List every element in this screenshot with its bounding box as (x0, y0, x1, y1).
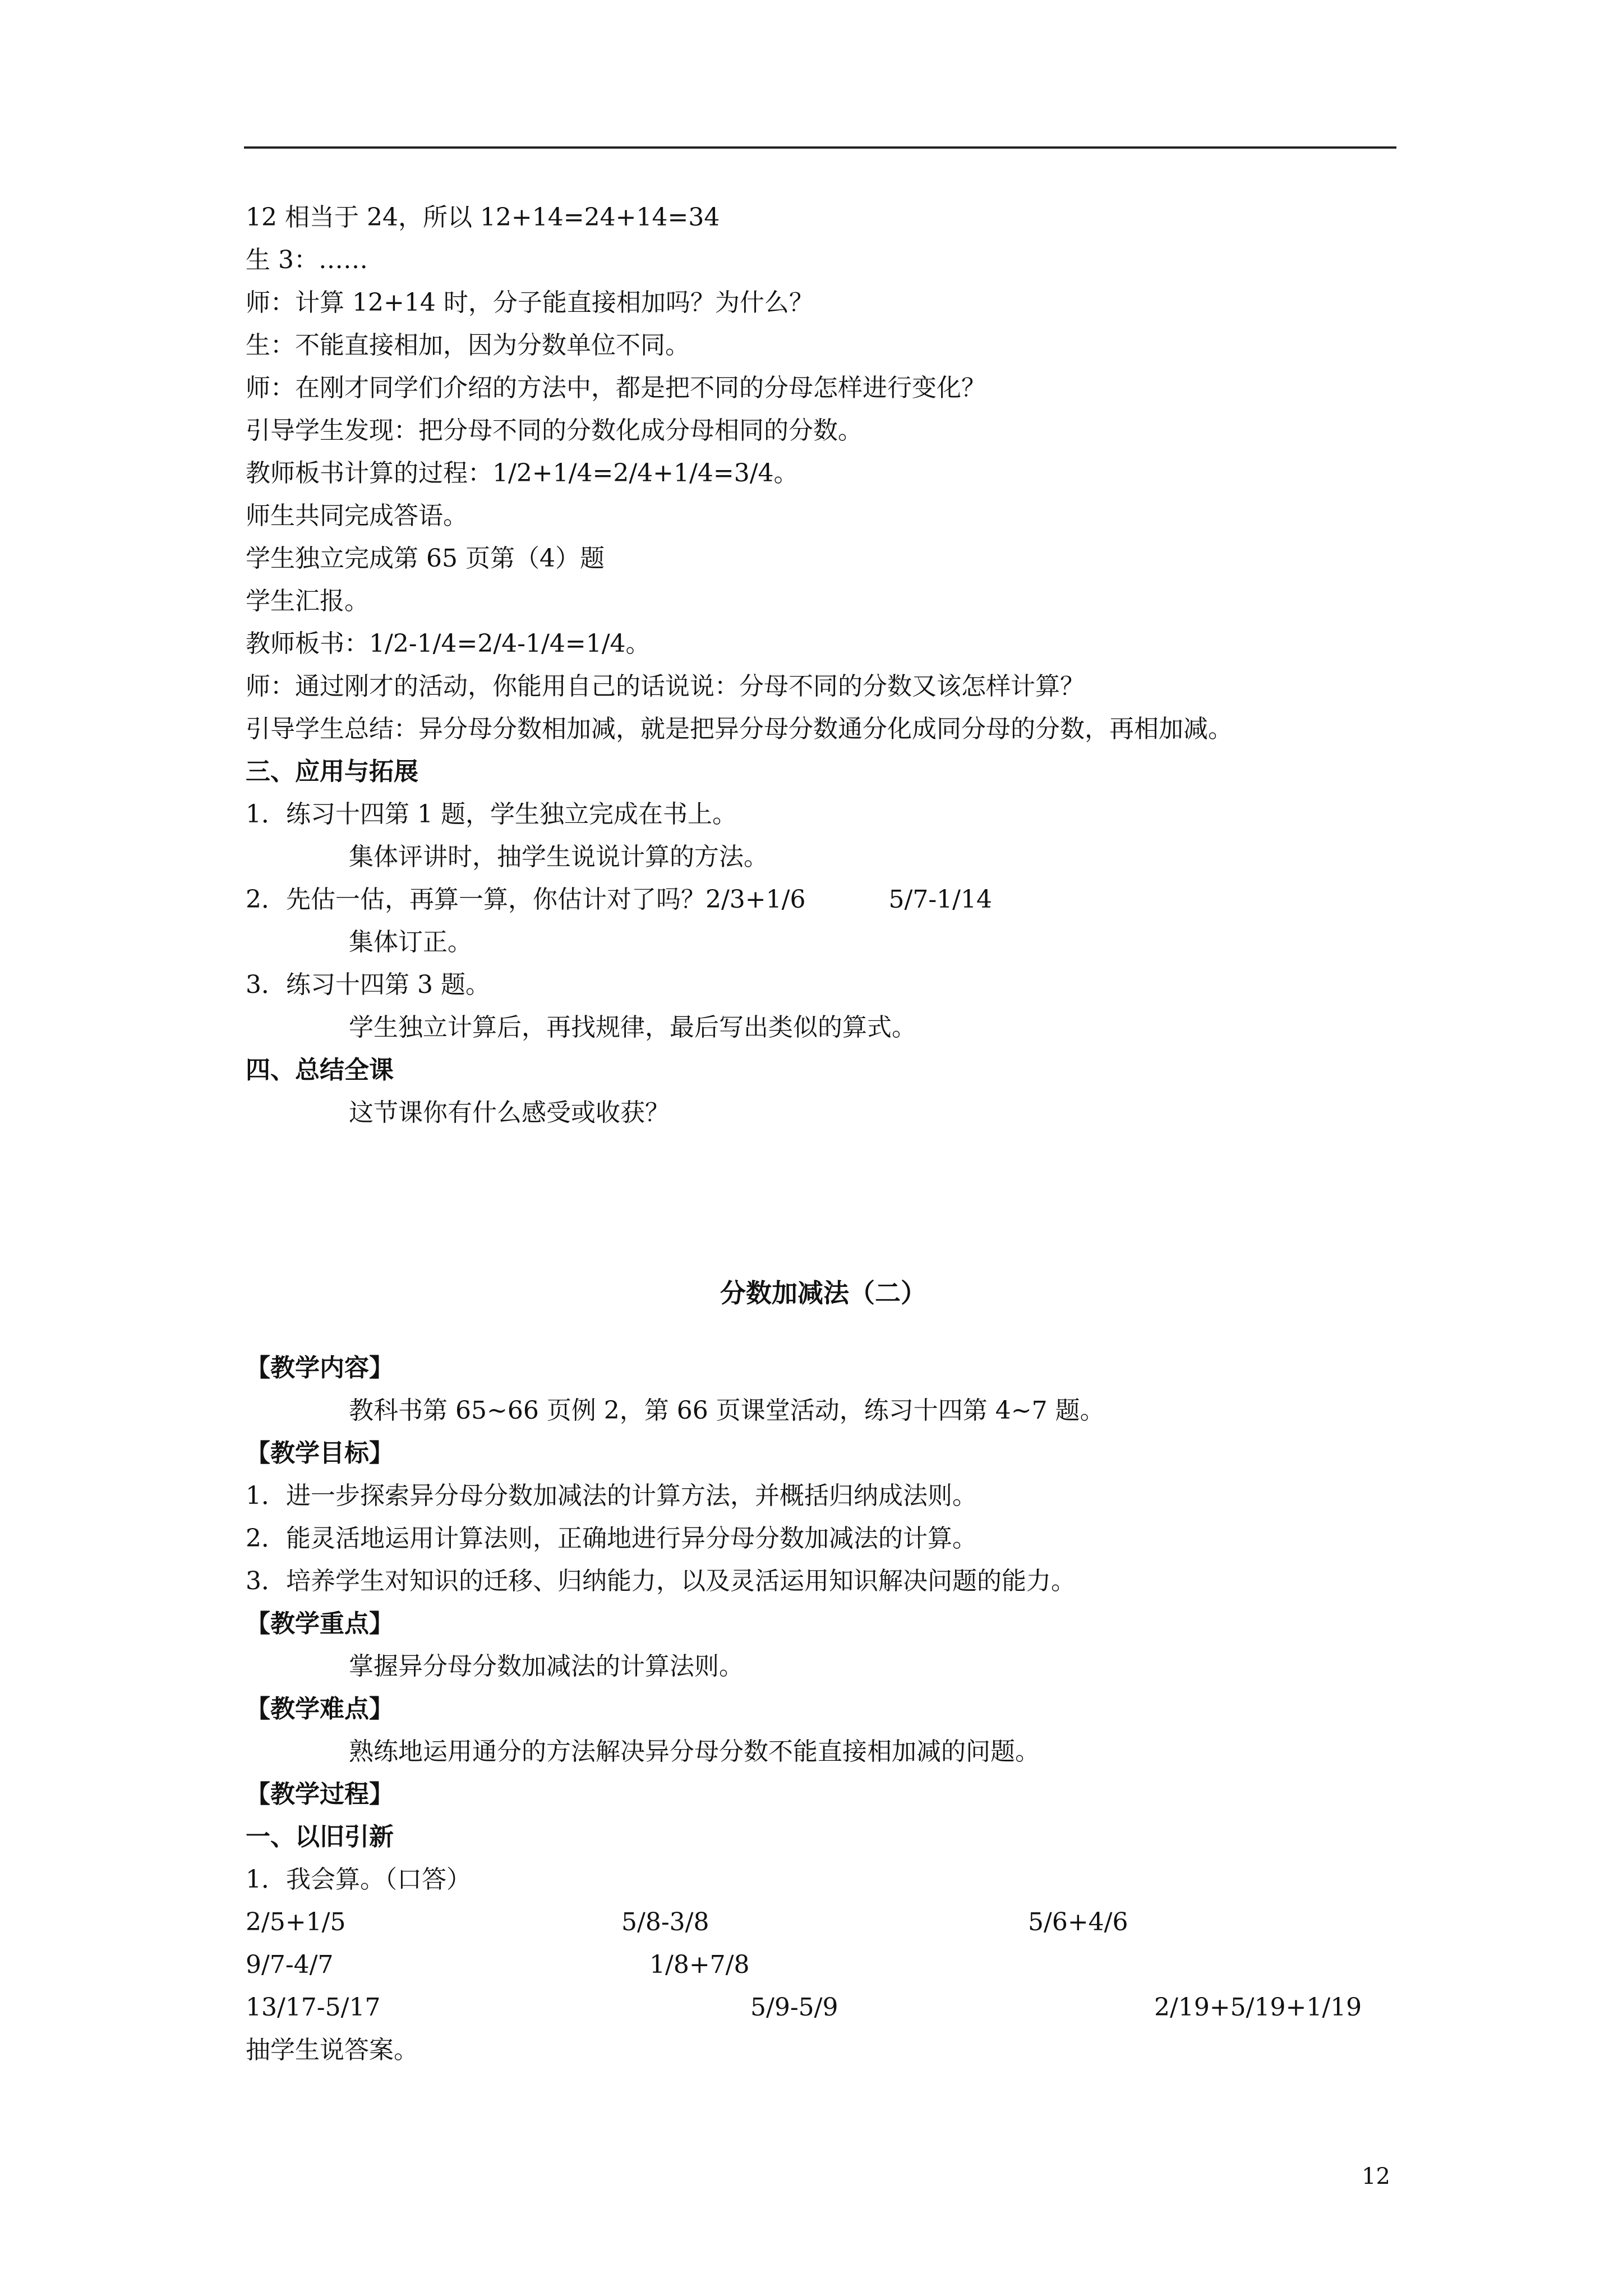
exercise-item: 5/8-3/8 (621, 1908, 709, 1936)
difficulty-text: 熟练地运用通分的方法解决异分母分数不能直接相加减的问题。 (349, 1737, 1040, 1766)
text-line: 教师板书：1/2-1/4=2/4-1/4=1/4。 (246, 629, 651, 658)
section-heading: 四、总结全课 (246, 1056, 394, 1084)
header-rule (244, 146, 1396, 149)
list-item (246, 878, 1401, 921)
goal-item: 1．进一步探索异分母分数加减法的计算方法，并概括归纳成法则。 (246, 1481, 977, 1510)
text-line: 学生汇报。 (246, 587, 369, 615)
goal-item: 2．能灵活地运用计算法则，正确地进行异分母分数加减法的计算。 (246, 1524, 977, 1553)
section-heading: 【教学内容】 (246, 1354, 394, 1382)
content-text: 教科书第 65~66 页例 2，第 66 页课堂活动，练习十四第 4~7 题。 (349, 1396, 1105, 1425)
list-item: 1．我会算。（口答） (246, 1865, 471, 1894)
lesson-title: 分数加减法（二） (720, 1278, 926, 1308)
text-line: 师：在刚才同学们介绍的方法中，都是把不同的分母怎样进行变化？ (246, 374, 986, 402)
list-item-note: 集体评讲时，抽学生说说计算的方法。 (349, 843, 768, 871)
section-heading: 【教学过程】 (246, 1780, 394, 1809)
list-item: 3．练习十四第 3 题。 (246, 970, 490, 999)
text-line: 师生共同完成答语。 (246, 501, 468, 530)
step-heading: 一、以旧引新 (246, 1823, 394, 1851)
list-item-expression: 5/7-1/14 (888, 885, 992, 914)
exercise-item: 5/6+4/6 (1028, 1908, 1128, 1936)
text-line: 12 相当于 24，所以 12+14=24+14=34 (246, 203, 720, 232)
text-line: 教师板书计算的过程：1/2+1/4=2/4+1/4=3/4。 (246, 459, 799, 487)
section-heading: 【教学重点】 (246, 1609, 394, 1638)
section-heading: 【教学目标】 (246, 1439, 394, 1467)
goal-item: 3．培养学生对知识的迁移、归纳能力，以及灵活运用知识解决问题的能力。 (246, 1567, 1076, 1595)
text-line: 引导学生发现：把分母不同的分数化成分母相同的分数。 (246, 416, 863, 445)
key-text: 掌握异分母分数加减法的计算法则。 (349, 1652, 744, 1681)
text-line: 师：通过刚才的活动，你能用自己的话说说：分母不同的分数又该怎样计算？ (246, 672, 1085, 701)
exercise-row (246, 1944, 1401, 1986)
section-heading: 【教学难点】 (246, 1695, 394, 1723)
exercise-row (246, 1901, 1401, 1944)
list-item-note: 学生独立计算后，再找规律，最后写出类似的算式。 (349, 1013, 916, 1042)
exercise-item: 2/5+1/5 (246, 1908, 346, 1936)
exercise-item: 2/19+5/19+1/19 (1154, 1993, 1362, 2022)
exercise-row (246, 1986, 1401, 2029)
page-body (246, 196, 1401, 2072)
exercise-item: 1/8+7/8 (649, 1950, 750, 1979)
list-item-note: 集体订正。 (349, 928, 472, 956)
page-number: 12 (1362, 2164, 1390, 2189)
list-item: 1．练习十四第 1 题，学生独立完成在书上。 (246, 800, 737, 829)
exercise-item: 9/7-4/7 (246, 1950, 334, 1979)
text-line: 引导学生总结：异分母分数相加减，就是把异分母分数通分化成同分母的分数，再相加减。 (246, 715, 1233, 743)
summary-text: 这节课你有什么感受或收获？ (349, 1098, 670, 1127)
exercise-item: 13/17-5/17 (246, 1993, 381, 2022)
list-item-text: 2．先估一估，再算一算，你估计对了吗？2/3+1/6 (246, 885, 806, 914)
text-line: 学生独立完成第 65 页第（4）题 (246, 544, 605, 573)
section-heading: 三、应用与拓展 (246, 757, 418, 786)
text-line: 生：不能直接相加，因为分数单位不同。 (246, 331, 690, 360)
text-line: 生 3：…… (246, 246, 368, 274)
text-line: 师：计算 12+14 时，分子能直接相加吗？为什么？ (246, 288, 814, 317)
text-line: 抽学生说答案。 (246, 2036, 418, 2064)
exercise-item: 5/9-5/9 (750, 1993, 838, 2022)
